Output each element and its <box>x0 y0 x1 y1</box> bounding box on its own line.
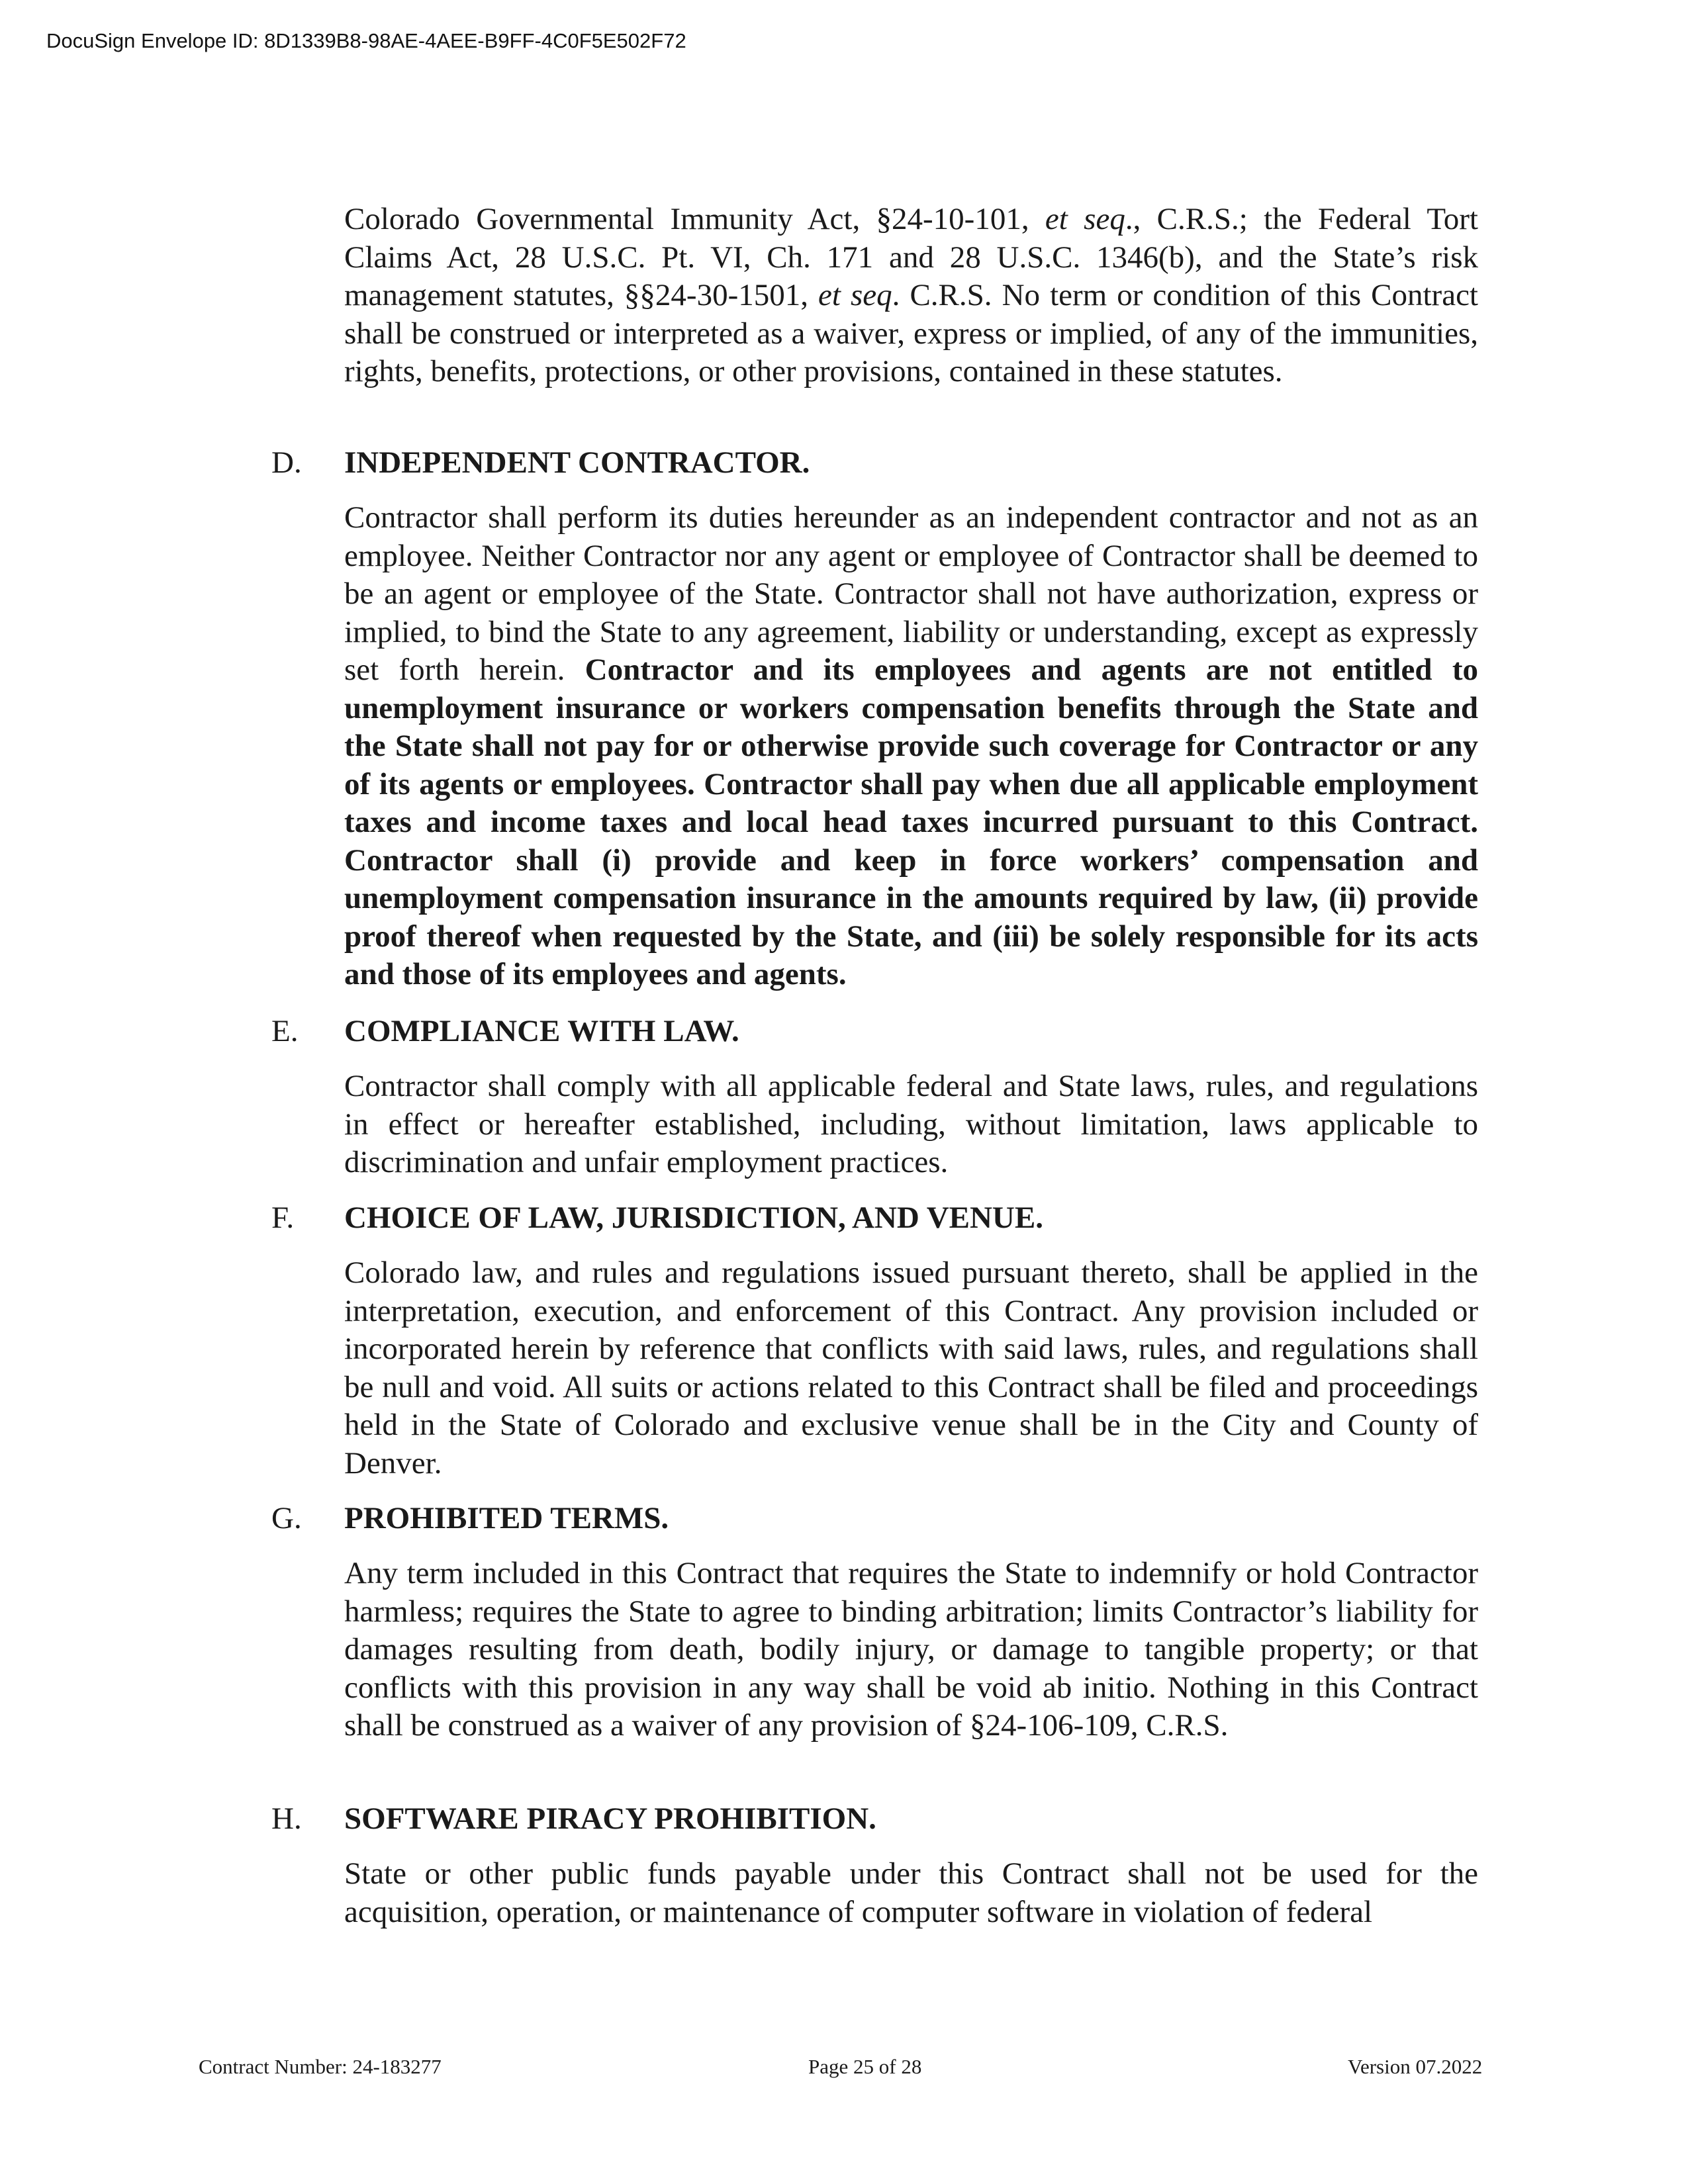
docusign-envelope-id: DocuSign Envelope ID: 8D1339B8-98AE-4AEE-B9FF-4C0F5E502F72 <box>46 29 686 52</box>
section-title: CHOICE OF LAW, JURISDICTION, AND VENUE. <box>344 1201 1043 1235</box>
section-g-body: Any term included in this Contract that requires the State to indemnify or hold Contractor harmless; requires the State to agree to binding arbitration; limits Contractor’s liability for damages resulting from death, bodily injury, or damage to tangible property; or that conflicts with this provision in any way shall be void ab initio. Nothing in this Contract shall be construed as a waiver of any provision of §24-106-109, C.R.S. <box>344 1556 1478 1743</box>
continuation-text-3: . C.R.S. No term or condition of this Contract shall be construed or interpreted as a waiver, express or implied, of any of the immunities, rights, benefits, protections, or other provisions, contained in these statutes. <box>344 278 1478 388</box>
continuation-et-seq-1: et seq <box>1045 202 1125 236</box>
section-title: PROHIBITED TERMS. <box>344 1501 669 1535</box>
footer-page-number: Page 25 of 28 <box>808 2055 922 2078</box>
section-f-body: Colorado law, and rules and regulations issued pursuant thereto, shall be applied in the interpretation, execution, and enforcement of this Contract. Any provision included or incorporated herein by reference that conflicts with said laws, rules, and regulations shall be null and void. All suits or actions related to this Contract shall be filed and proceedings held in the State of Colorado and exclusive venue shall be in the City and County of Denver. <box>344 1255 1478 1480</box>
continuation-paragraph <box>344 201 1478 391</box>
footer-contract-number: Contract Number: 24-183277 <box>199 2055 442 2078</box>
section-letter: D. <box>271 445 302 480</box>
section-d-text: Contractor shall perform its duties hereunder as an independent contractor and not as an employee. Neither Contractor nor any agent or employee of Contractor shall be deemed to be an agent or employee of the State. Contractor shall not have authorization, express or implied, to bind the State to any agreement, liability or understanding, except as expressly set forth herein. <box>344 500 1478 687</box>
section-letter: G. <box>271 1501 302 1535</box>
section-h-body: State or other public funds payable under this Contract shall not be used for the acquisition, operation, or maintenance of computer software in violation of federal <box>344 1856 1478 1929</box>
section-letter: E. <box>271 1014 299 1048</box>
section-letter: H. <box>271 1801 302 1836</box>
section-e-body: Contractor shall comply with all applicable federal and State laws, rules, and regulations in effect or hereafter established, including, without limitation, laws applicable to discrimination and unfair employment practices. <box>344 1069 1478 1179</box>
continuation-text-1: Colorado Governmental Immunity Act, §24-10-101, <box>344 202 1045 236</box>
section-letter: F. <box>271 1201 295 1235</box>
continuation-text-2: ., C.R.S.; the Federal Tort Claims Act, 28 U.S.C. Pt. VI, Ch. 171 and 28 U.S.C. 1346(b), and the State’s risk management statutes, §§24-30-1501, <box>344 202 1478 312</box>
section-title: COMPLIANCE WITH LAW. <box>344 1014 739 1048</box>
section-d-bold-text: Contractor and its employees and agents are not entitled to unemployment insurance or workers compensation benefits through the State and the State shall not pay for or otherwise provide such coverage for Contractor or any of its agents or employees. Contractor shall pay when due all applicable employment taxes and income taxes and local head taxes incurred pursuant to this Contract. Contractor shall (i) provide and keep in force workers’ compensation and unemployment compensation insurance in the amounts required by law, (ii) provide proof thereof when requested by the State, and (iii) be solely responsible for its acts and those of its employees and agents. <box>344 653 1478 991</box>
continuation-et-seq-2: et seq <box>818 278 892 312</box>
section-d-body <box>344 499 1478 994</box>
section-title: INDEPENDENT CONTRACTOR. <box>344 445 810 480</box>
section-title: SOFTWARE PIRACY PROHIBITION. <box>344 1801 876 1836</box>
footer-version: Version 07.2022 <box>1348 2055 1483 2078</box>
